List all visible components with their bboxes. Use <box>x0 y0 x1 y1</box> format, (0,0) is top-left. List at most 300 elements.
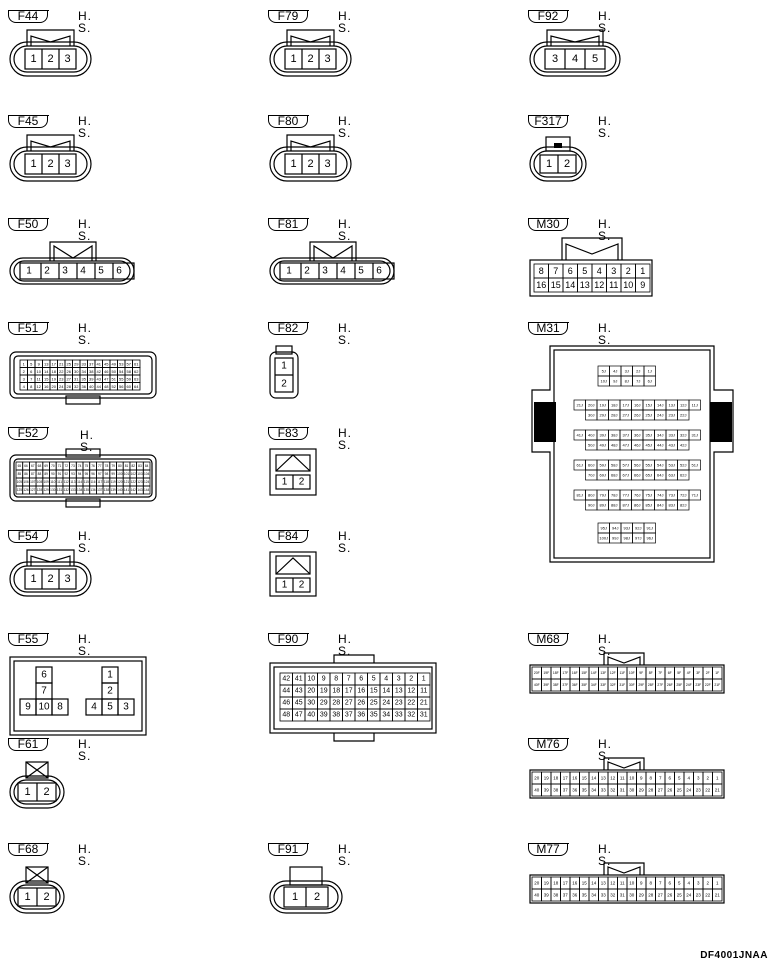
pin-label: 3 <box>22 376 25 382</box>
pin-label: 39 <box>543 892 549 898</box>
pin-label: 65J <box>645 472 652 478</box>
pin-label: 41 <box>96 361 101 367</box>
pin-label: 73J <box>668 492 675 498</box>
pin-label: 118 <box>103 480 109 484</box>
pin-label: 39 <box>89 376 94 382</box>
pin-label: 6 <box>376 265 382 277</box>
pin-label: 72J <box>680 492 687 498</box>
pin-label: 125 <box>16 488 23 492</box>
pin-label: 31J <box>691 432 698 438</box>
connector-id-label: M68 <box>528 633 568 646</box>
hs-label: H. S. <box>78 842 92 868</box>
pin-label: 22J <box>680 412 687 418</box>
pin-label: 65 <box>17 464 22 468</box>
pin-label: 2 <box>307 158 314 170</box>
pin-label: 22F <box>704 683 711 687</box>
pin-label: 10 <box>623 280 634 290</box>
pin-label: 37 <box>89 361 94 367</box>
pin-label: 66J <box>634 472 641 478</box>
pin-label: 110 <box>50 480 56 484</box>
pin-label: 31 <box>419 711 428 719</box>
pin-label: 1 <box>715 775 719 781</box>
connector-id-label: F52 <box>8 427 48 440</box>
pin-label: 2 <box>47 53 54 65</box>
hs-label: H. S. <box>598 737 612 763</box>
pin-label: 29F <box>638 683 645 687</box>
pin-label: 142 <box>130 488 136 492</box>
pin-label: 33F <box>600 683 607 687</box>
pin-label: 30 <box>629 892 635 898</box>
pin-label: 19J <box>599 402 606 408</box>
pin-label: 17 <box>562 775 568 781</box>
pin-label: 106 <box>23 480 29 484</box>
pin-label: 7 <box>346 675 351 683</box>
pin-label: 93J <box>623 525 630 531</box>
pin-label: 2 <box>281 378 287 390</box>
pin-label: 54 <box>119 368 124 374</box>
pin-label: 8 <box>30 383 33 389</box>
connector-id-label: M77 <box>528 843 568 856</box>
pin-label: 13 <box>600 880 606 886</box>
pin-label: 2 <box>563 158 571 170</box>
pin-label: 23 <box>59 376 64 382</box>
pin-label: 5 <box>358 265 364 277</box>
pin-label: 56J <box>634 462 641 468</box>
pin-label: 15 <box>581 880 587 886</box>
pin-label: 91J <box>646 525 653 531</box>
pin-label: 40F <box>533 683 540 687</box>
pin-label: 10 <box>38 701 50 713</box>
connector-id-label: F45 <box>8 115 48 128</box>
pin-label: 6F <box>667 671 672 675</box>
pin-label: 31 <box>619 892 625 898</box>
hs-label: H. S. <box>78 737 92 763</box>
pin-label: 50J <box>588 442 595 448</box>
pin-label: 34 <box>591 892 597 898</box>
pin-label: 95 <box>84 472 89 476</box>
pin-label: 71 <box>57 464 62 468</box>
pin-label: 84 <box>144 464 149 468</box>
pin-label: 23 <box>695 892 701 898</box>
pin-label: 3 <box>322 265 328 277</box>
pin-label: 2 <box>47 158 54 170</box>
figure-code: DF4001JNAA <box>700 950 768 961</box>
pin-label: 12 <box>36 383 41 389</box>
pin-label: 61J <box>576 462 583 468</box>
hs-label: H. S. <box>338 842 352 868</box>
pin-label: 24 <box>59 383 64 389</box>
pin-label: 87 <box>30 472 35 476</box>
pin-label: 100J <box>599 535 609 541</box>
pin-label: 1 <box>30 158 37 170</box>
hs-label: H. S. <box>598 842 612 868</box>
pin-label: 15F <box>581 671 588 675</box>
hs-label: H. S. <box>338 217 352 243</box>
hs-label: H. S. <box>78 217 92 243</box>
pin-label: 28 <box>66 383 71 389</box>
pin-label: 71J <box>691 492 698 498</box>
pin-label: 32 <box>610 787 616 793</box>
pin-label: 25 <box>369 699 378 707</box>
pin-label: 16 <box>357 687 366 695</box>
pin-label: 1 <box>30 573 37 585</box>
pin-label: 6 <box>567 266 573 276</box>
pin-label: 35 <box>581 892 587 898</box>
pin-label: 12 <box>594 280 605 290</box>
pin-label: 11F <box>619 671 626 675</box>
hs-label: H. S. <box>78 529 92 555</box>
pin-label: 83J <box>668 502 675 508</box>
pin-label: 117 <box>97 480 103 484</box>
pin-label: 76J <box>634 492 641 498</box>
pin-label: 134 <box>76 488 83 492</box>
pin-label: 46 <box>282 699 291 707</box>
pin-label: 122 <box>130 480 136 484</box>
connector-face <box>268 236 398 286</box>
pin-label: 57 <box>126 361 131 367</box>
pin-label: 32 <box>610 892 616 898</box>
connector-face <box>8 133 93 181</box>
pin-label: 43 <box>294 687 303 695</box>
pin-label: 33 <box>394 711 403 719</box>
pin-label: 2 <box>107 685 113 697</box>
hs-label: H. S. <box>598 217 612 243</box>
pin-label: 14 <box>382 687 391 695</box>
pin-label: 4 <box>571 53 579 65</box>
hs-label: H. S. <box>338 426 352 452</box>
pin-label: 70 <box>51 464 55 468</box>
pin-label: 24 <box>686 787 692 793</box>
pin-label: 14F <box>590 671 597 675</box>
pin-label: 5 <box>591 53 599 65</box>
pin-label: 2 <box>43 786 50 798</box>
pin-label: 1 <box>24 786 31 798</box>
pin-label: 6 <box>668 880 672 886</box>
pin-label: 1 <box>281 579 288 591</box>
pin-label: 26 <box>66 368 71 374</box>
pin-label: 3 <box>64 158 71 170</box>
pin-label: 13 <box>44 361 49 367</box>
pin-label: 18 <box>553 880 559 886</box>
pin-label: 33 <box>600 892 606 898</box>
pin-label: 19 <box>543 775 549 781</box>
pin-label: 11 <box>36 376 41 382</box>
pin-label: 1 <box>26 265 32 277</box>
pin-label: 44J <box>657 442 664 448</box>
pin-label: 3 <box>123 701 129 713</box>
connector-face <box>528 340 738 570</box>
pin-label: 49J <box>599 442 606 448</box>
pin-label: 5 <box>582 266 588 276</box>
pin-label: 49 <box>111 361 116 367</box>
pin-label: 40J <box>588 432 595 438</box>
pin-label: 69J <box>599 472 606 478</box>
pin-label: 29 <box>638 787 644 793</box>
pin-label: 27 <box>66 376 71 382</box>
pin-label: 138 <box>103 488 110 492</box>
pin-label: 68 <box>37 464 42 468</box>
pin-label: 78J <box>611 492 618 498</box>
pin-label: 61 <box>134 361 139 367</box>
pin-label: 36F <box>571 683 578 687</box>
pin-label: 4 <box>22 383 25 389</box>
connector-face <box>528 28 622 76</box>
pin-label: 5J <box>601 368 606 374</box>
pin-label: 62 <box>134 368 139 374</box>
pin-label: 21F <box>714 683 721 687</box>
connector-id-label: F90 <box>268 633 308 646</box>
pin-label: 2 <box>298 476 305 488</box>
pin-label: 135 <box>83 488 90 492</box>
hs-label: H. S. <box>598 9 612 35</box>
pin-label: 11 <box>619 775 625 781</box>
pin-label: 1 <box>290 158 297 170</box>
pin-label: 34F <box>590 683 597 687</box>
pin-label: 39 <box>319 711 328 719</box>
pin-label: 10F <box>628 671 635 675</box>
pin-label: 76 <box>91 464 95 468</box>
pin-label: 33 <box>81 361 86 367</box>
pin-label: 8 <box>649 775 653 781</box>
pin-label: 40 <box>307 711 316 719</box>
pin-label: 6 <box>116 265 122 277</box>
pin-label: 4 <box>384 675 389 683</box>
pin-label: 36 <box>572 892 578 898</box>
pin-label: 36 <box>357 711 366 719</box>
pin-label: 31 <box>74 376 79 382</box>
pin-label: 9 <box>37 361 40 367</box>
pin-label: 32F <box>609 683 616 687</box>
hs-label: H. S. <box>338 632 352 658</box>
pin-label: 5 <box>107 701 113 713</box>
pin-label: 26F <box>666 683 673 687</box>
pin-label: 18 <box>51 368 56 374</box>
connector-id-label: F92 <box>528 10 568 23</box>
pin-label: 23F <box>695 683 702 687</box>
pin-label: 1 <box>281 476 288 488</box>
pin-label: 9 <box>639 775 643 781</box>
pin-label: 84J <box>657 502 664 508</box>
pin-label: 26 <box>667 892 673 898</box>
pin-label: 24J <box>657 412 664 418</box>
pin-label: 30F <box>628 683 635 687</box>
pin-label: 75J <box>645 492 652 498</box>
hs-label: H. S. <box>338 114 352 140</box>
pin-label: 115 <box>83 480 89 484</box>
connector-id-label: M30 <box>528 218 568 231</box>
pin-label: 18 <box>553 775 559 781</box>
pin-label: 86 <box>24 472 28 476</box>
pin-label: 109 <box>43 480 49 484</box>
pin-label: 38F <box>552 683 559 687</box>
pin-label: 13F <box>600 671 607 675</box>
pin-label: 144 <box>143 488 150 492</box>
pin-label: 92 <box>64 472 69 476</box>
connector-id-label: F61 <box>8 738 48 751</box>
pin-label: 4 <box>596 266 602 276</box>
pin-label: 20J <box>588 402 595 408</box>
pin-label: 7 <box>41 685 47 697</box>
pin-label: 85 <box>17 472 22 476</box>
pin-label: 25J <box>645 412 652 418</box>
pin-label: 15 <box>369 687 378 695</box>
hs-label: H. S. <box>80 428 94 454</box>
pin-label: 8J <box>624 378 629 384</box>
pin-label: 28 <box>648 892 654 898</box>
pin-label: 67 <box>30 464 35 468</box>
connector-id-label: F82 <box>268 322 308 335</box>
pin-label: 45 <box>104 361 109 367</box>
hs-label: H. S. <box>598 632 612 658</box>
pin-label: 95J <box>600 525 607 531</box>
pin-label: 64 <box>134 383 139 389</box>
pin-label: 54J <box>657 462 664 468</box>
pin-label: 136 <box>90 488 96 492</box>
pin-label: 17 <box>562 880 568 886</box>
pin-label: 25F <box>676 683 683 687</box>
connector-face <box>268 651 440 743</box>
pin-label: 18F <box>552 671 559 675</box>
connector-id-label: F83 <box>268 427 308 440</box>
pin-label: 13 <box>579 280 590 290</box>
pin-label: 131 <box>56 488 63 492</box>
pin-label: 2J <box>636 368 641 374</box>
pin-label: 18J <box>611 402 618 408</box>
pin-label: 20 <box>534 880 540 886</box>
pin-label: 59 <box>126 376 131 382</box>
pin-label: 6 <box>668 775 672 781</box>
pin-label: 37J <box>622 432 629 438</box>
pin-label: 143 <box>137 488 143 492</box>
pin-label: 128 <box>36 488 43 492</box>
pin-label: 85J <box>645 502 652 508</box>
pin-label: 11 <box>420 687 428 695</box>
pin-label: 23 <box>394 699 403 707</box>
pin-label: 24 <box>382 699 391 707</box>
pin-label: 16 <box>572 775 578 781</box>
pin-label: 31F <box>619 683 626 687</box>
pin-label: 105 <box>16 480 23 484</box>
pin-label: 2 <box>22 368 25 374</box>
pin-label: 12J <box>680 402 687 408</box>
pin-label: 4 <box>91 701 97 713</box>
pin-label: 10 <box>307 675 316 683</box>
connector-face <box>8 651 148 737</box>
pin-label: 8 <box>538 266 544 276</box>
connector-face <box>8 28 93 76</box>
pin-label: 19 <box>543 880 549 886</box>
pin-label: 103 <box>137 472 143 476</box>
pin-label: 36 <box>81 383 86 389</box>
pin-label: 34J <box>657 432 664 438</box>
pin-label: 3 <box>64 573 71 585</box>
pin-label: 2 <box>625 266 631 276</box>
pin-label: 10J <box>600 378 607 384</box>
pin-label: 60J <box>588 462 595 468</box>
pin-label: 15J <box>645 402 652 408</box>
pin-label: 26 <box>667 787 673 793</box>
pin-label: 1F <box>715 671 720 675</box>
pin-label: 16F <box>571 671 578 675</box>
pin-label: 3 <box>62 265 68 277</box>
pin-label: 72 <box>64 464 69 468</box>
pin-label: 96 <box>91 472 95 476</box>
pin-label: 7 <box>30 376 33 382</box>
pin-label: 2 <box>307 53 314 65</box>
pin-label: 15 <box>581 775 587 781</box>
pin-label: 1 <box>107 669 113 681</box>
pin-label: 74J <box>657 492 664 498</box>
pin-label: 107 <box>30 480 36 484</box>
pin-label: 3 <box>64 53 71 65</box>
pin-label: 9F <box>639 671 644 675</box>
pin-label: 24F <box>685 683 692 687</box>
pin-label: 4F <box>686 671 691 675</box>
pin-label: 58 <box>126 368 131 374</box>
pin-label: 7F <box>658 671 663 675</box>
pin-label: 47J <box>622 442 629 448</box>
pin-label: 6J <box>647 378 652 384</box>
pin-label: 139 <box>110 488 116 492</box>
connector-id-label: F44 <box>8 10 48 23</box>
pin-label: 2 <box>298 579 305 591</box>
pin-label: 62J <box>680 472 687 478</box>
pin-label: 120 <box>117 480 123 484</box>
pin-label: 6 <box>359 675 364 683</box>
pin-label: 32 <box>74 383 79 389</box>
pin-label: 45 <box>294 699 303 707</box>
connector-id-label: F51 <box>8 322 48 335</box>
connector-face <box>8 236 138 286</box>
pin-label: 69 <box>44 464 48 468</box>
pin-label: 1 <box>291 891 299 903</box>
pin-label: 21 <box>59 361 64 367</box>
hs-label: H. S. <box>338 9 352 35</box>
pin-label: 23 <box>695 787 701 793</box>
connector-id-label: M76 <box>528 738 568 751</box>
pin-label: 5 <box>677 880 681 886</box>
pin-label: 3 <box>696 880 700 886</box>
connector-face <box>268 133 353 181</box>
pin-label: 5 <box>371 675 376 683</box>
pin-label: 81J <box>576 492 583 498</box>
pin-label: 91 <box>57 472 62 476</box>
connector-id-label: F55 <box>8 633 48 646</box>
pin-label: 43 <box>96 376 101 382</box>
pin-label: 21 <box>419 699 428 707</box>
pin-label: 140 <box>117 488 123 492</box>
connector-id-label: F79 <box>268 10 308 23</box>
pin-label: 108 <box>36 480 43 484</box>
pin-label: 78 <box>104 464 109 468</box>
pin-label: 129 <box>43 488 49 492</box>
connector-id-label: F68 <box>8 843 48 856</box>
pin-label: 55 <box>119 376 124 382</box>
pin-label: 23J <box>668 412 675 418</box>
pin-label: 37 <box>562 892 568 898</box>
pin-label: 20 <box>51 383 56 389</box>
pin-label: 2 <box>47 573 54 585</box>
pin-label: 35 <box>581 787 587 793</box>
pin-label: 1 <box>421 675 426 683</box>
pin-label: 112 <box>63 480 69 484</box>
pin-label: 20F <box>533 671 540 675</box>
pin-label: 7 <box>658 775 662 781</box>
pin-label: 79 <box>111 464 115 468</box>
pin-label: 27 <box>657 892 663 898</box>
pin-label: 104 <box>143 472 150 476</box>
pin-label: 1 <box>30 53 37 65</box>
